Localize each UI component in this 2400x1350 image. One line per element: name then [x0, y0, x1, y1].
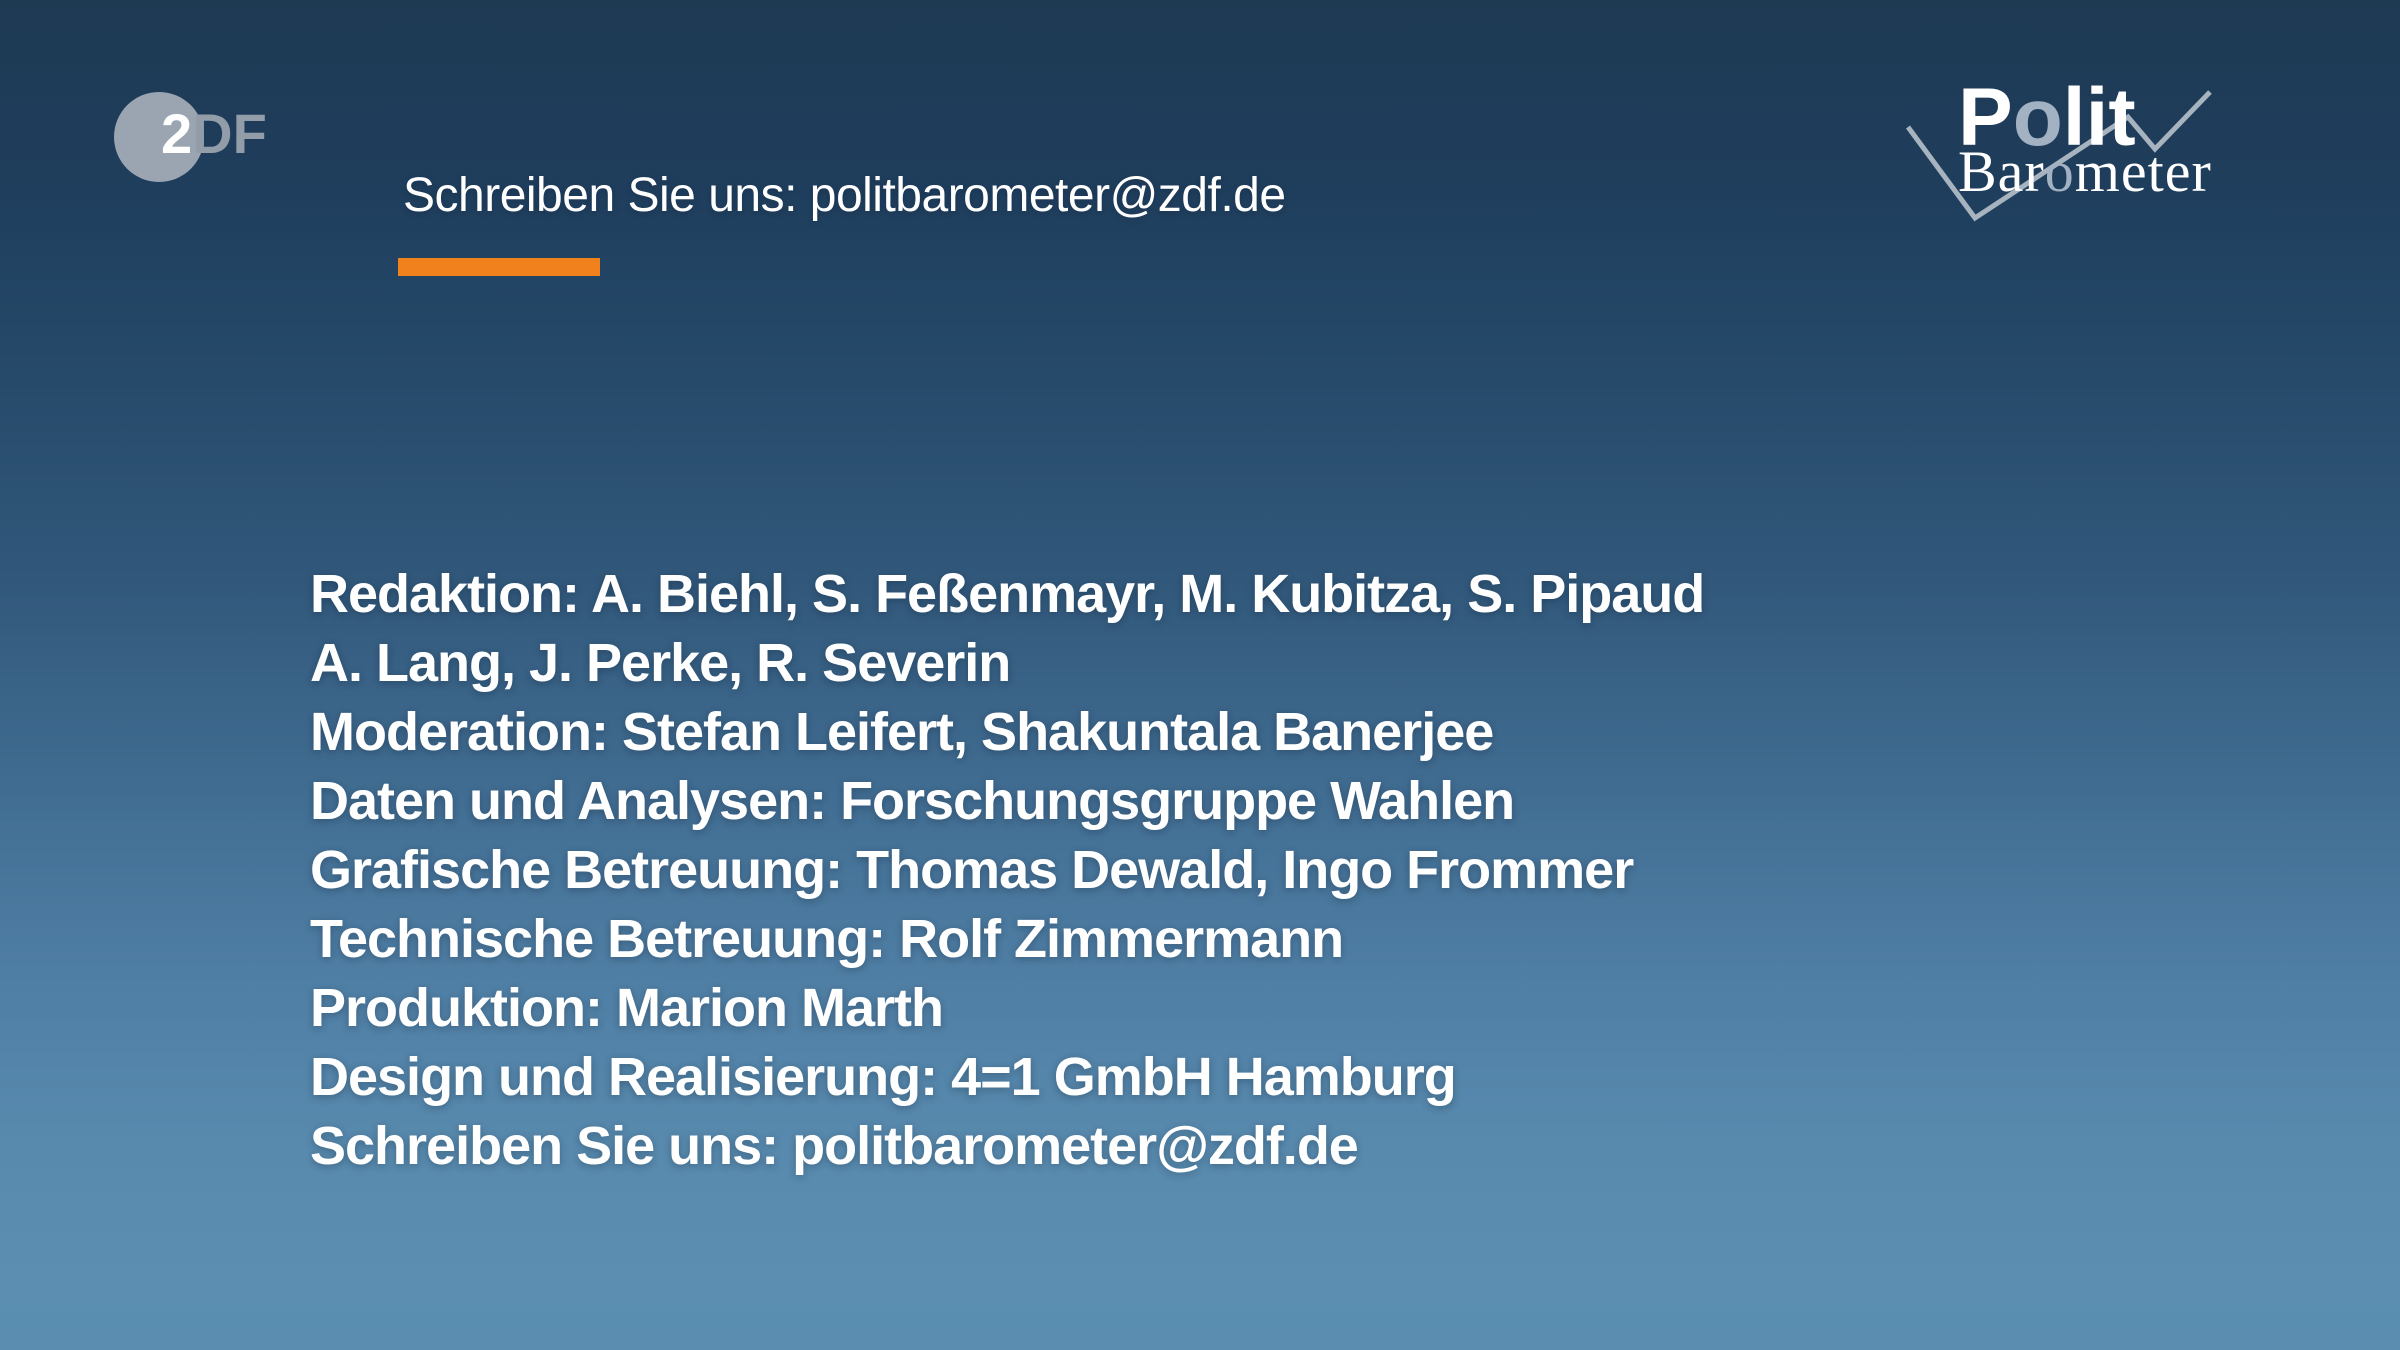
- credit-line-daten-analysen: Daten und Analysen: Forschungsgruppe Wahlen: [310, 771, 1515, 831]
- polit-o: o: [2012, 72, 2063, 163]
- credit-line-design-realisierung: Design und Realisierung: 4=1 GmbH Hamburg: [310, 1047, 1456, 1107]
- politbarometer-logo-barometer: [1958, 139, 2212, 204]
- credit-line-technische-betreuung: Technische Betreuung: Rolf Zimmermann: [310, 909, 1344, 969]
- header-contact-line: Schreiben Sie uns: politbarometer@zdf.de: [403, 169, 1286, 222]
- accent-underline: [398, 258, 600, 276]
- credits-block: [310, 560, 1704, 1181]
- credit-line-grafische-betreuung: Grafische Betreuung: Thomas Dewald, Ingo Frommer: [310, 840, 1634, 900]
- credit-line-redaktion-cont: A. Lang, J. Perke, R. Severin: [310, 633, 1011, 693]
- barometer-o: o: [2044, 139, 2075, 204]
- credit-line-redaktion: Redaktion: A. Biehl, S. Feßenmayr, M. Kubitza, S. Pipaud: [310, 564, 1705, 624]
- polit-part2: lit: [2062, 72, 2136, 163]
- credit-line-moderation: Moderation: Stefan Leifert, Shakuntala Banerjee: [310, 702, 1494, 762]
- credit-line-kontakt: Schreiben Sie uns: politbarometer@zdf.de: [310, 1116, 1358, 1176]
- polit-part1: P: [1958, 72, 2013, 163]
- credit-line-produktion: Produktion: Marion Marth: [310, 978, 943, 1038]
- zdf-wordmark-digit: 2: [161, 102, 193, 165]
- barometer-part2: meter: [2074, 139, 2212, 204]
- barometer-part1: Bar: [1958, 139, 2045, 204]
- zdf-wordmark: [161, 102, 267, 165]
- zdf-wordmark-letters: DF: [192, 102, 267, 165]
